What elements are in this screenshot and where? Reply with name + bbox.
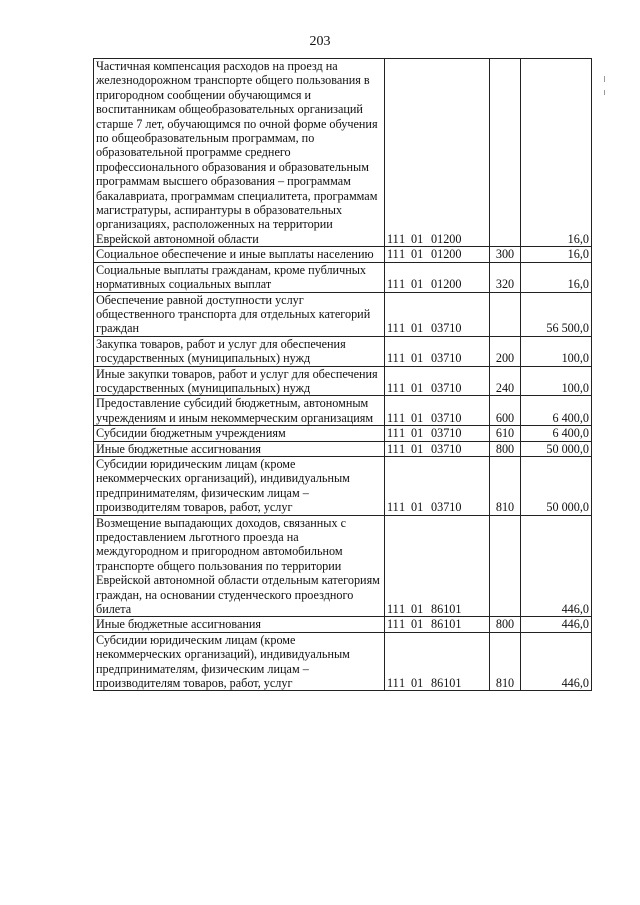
table-row <box>94 441 592 456</box>
table-row <box>94 336 592 366</box>
row-code: 111 01 03710 <box>385 426 490 441</box>
row-code: 111 01 86101 <box>385 617 490 632</box>
row-amount: 446,0 <box>521 617 592 632</box>
table-row <box>94 396 592 426</box>
row-name: Субсидии бюджетным учреждениям <box>94 426 385 441</box>
row-amount: 6 400,0 <box>521 426 592 441</box>
row-code: 111 01 01200 <box>385 247 490 262</box>
row-name: Иные закупки товаров, работ и услуг для обеспечения государственных (муниципальных) нужд <box>94 366 385 396</box>
row-name: Социальные выплаты гражданам, кроме публичных нормативных социальных выплат <box>94 262 385 292</box>
row-expense-type: 800 <box>490 441 521 456</box>
row-expense-type: 240 <box>490 366 521 396</box>
table-row <box>94 366 592 396</box>
scan-mark <box>604 90 605 95</box>
row-amount: 16,0 <box>521 59 592 247</box>
row-name: Возмещение выпадающих доходов, связанных с предоставлением льготного проезда на междугородном и пригородном автомобильном транспорте общего пользования по территории Еврейской автономной области отдельным категориям граждан, на основании студенческого проездного билета <box>94 515 385 617</box>
table-row <box>94 292 592 336</box>
row-expense-type: 810 <box>490 456 521 515</box>
row-amount: 446,0 <box>521 632 592 691</box>
row-code: 111 01 01200 <box>385 59 490 247</box>
row-expense-type <box>490 59 521 247</box>
row-name: Предоставление субсидий бюджетным, автономным учреждениям и иным некоммерческим организациям <box>94 396 385 426</box>
table-row <box>94 456 592 515</box>
table-row <box>94 262 592 292</box>
row-expense-type: 300 <box>490 247 521 262</box>
row-name: Обеспечение равной доступности услуг общественного транспорта для отдельных категорий граждан <box>94 292 385 336</box>
page-number: 203 <box>309 34 331 49</box>
table-row <box>94 59 592 247</box>
row-expense-type <box>490 292 521 336</box>
row-code: 111 01 86101 <box>385 515 490 617</box>
row-code: 111 01 03710 <box>385 336 490 366</box>
row-amount: 100,0 <box>521 336 592 366</box>
row-name: Закупка товаров, работ и услуг для обеспечения государственных (муниципальных) нужд <box>94 336 385 366</box>
row-expense-type <box>490 515 521 617</box>
budget-table <box>93 58 592 691</box>
row-expense-type: 810 <box>490 632 521 691</box>
row-amount: 16,0 <box>521 262 592 292</box>
row-expense-type: 610 <box>490 426 521 441</box>
row-expense-type: 200 <box>490 336 521 366</box>
table-row <box>94 515 592 617</box>
row-name: Иные бюджетные ассигнования <box>94 441 385 456</box>
row-amount: 100,0 <box>521 366 592 396</box>
row-amount: 16,0 <box>521 247 592 262</box>
row-name: Частичная компенсация расходов на проезд на железнодорожном транспорте общего пользования в пригородном сообщении обучающимся и воспитанникам общеобразовательных организаций старше 7 лет, обучающимся по очной форме обучения по общеобразовательным программам, по образовательной программе среднего профессионального образования и образовательным программам высшего образования – программам бакалавриата, программам специалитета, программам магистратуры, аспирантуры в образовательных организациях, расположенных на территории Еврейской автономной области <box>94 59 385 247</box>
row-amount: 6 400,0 <box>521 396 592 426</box>
row-code: 111 01 03710 <box>385 441 490 456</box>
row-name: Субсидии юридическим лицам (кроме некоммерческих организаций), индивидуальным предпринимателям, физическим лицам – производителям товаров, работ, услуг <box>94 632 385 691</box>
table-row <box>94 247 592 262</box>
row-code: 111 01 01200 <box>385 262 490 292</box>
row-expense-type: 320 <box>490 262 521 292</box>
row-amount: 56 500,0 <box>521 292 592 336</box>
scan-mark <box>604 76 605 82</box>
row-name: Иные бюджетные ассигнования <box>94 617 385 632</box>
row-amount: 50 000,0 <box>521 441 592 456</box>
table-row <box>94 617 592 632</box>
row-code: 111 01 03710 <box>385 292 490 336</box>
row-name: Социальное обеспечение и иные выплаты населению <box>94 247 385 262</box>
row-code: 111 01 86101 <box>385 632 490 691</box>
row-amount: 50 000,0 <box>521 456 592 515</box>
row-code: 111 01 03710 <box>385 456 490 515</box>
row-amount: 446,0 <box>521 515 592 617</box>
table-row <box>94 632 592 691</box>
row-code: 111 01 03710 <box>385 366 490 396</box>
row-expense-type: 600 <box>490 396 521 426</box>
row-code: 111 01 03710 <box>385 396 490 426</box>
table-row <box>94 426 592 441</box>
row-name: Субсидии юридическим лицам (кроме некоммерческих организаций), индивидуальным предпринимателям, физическим лицам – производителям товаров, работ, услуг <box>94 456 385 515</box>
row-expense-type: 800 <box>490 617 521 632</box>
